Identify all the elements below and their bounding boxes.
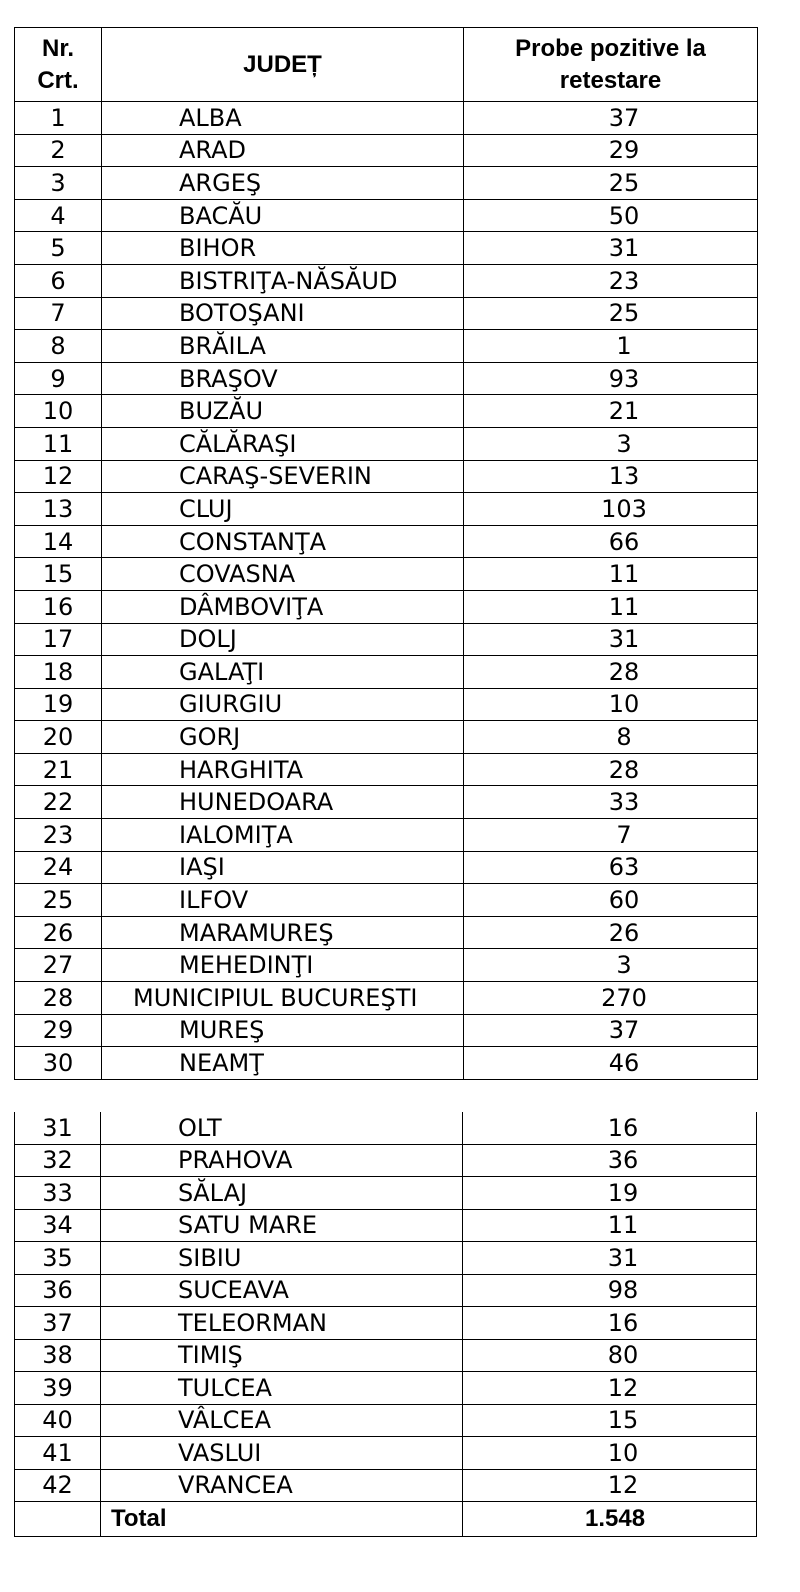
row-number: 19 [15,688,102,721]
row-number: 18 [15,656,102,689]
positive-retests-cell [464,362,758,395]
table-row [15,427,758,460]
row-number: 8 [15,330,102,363]
table-row [15,786,758,819]
county-name: PRAHOVA [101,1144,463,1177]
row-number: 31 [15,1112,101,1144]
positive-retests-value: 26 [608,918,640,947]
table-row [15,1307,757,1340]
table-row [15,1144,757,1177]
positive-retests-cell [464,134,758,167]
positive-retests-value: 7 [616,820,632,849]
row-number: 6 [15,264,102,297]
positive-retests-value: 25 [608,168,640,197]
row-number: 24 [15,851,102,884]
row-number: 20 [15,721,102,754]
table-row [15,1047,758,1080]
positive-retests-cell [464,558,758,591]
positive-retests-cell [464,330,758,363]
county-name: ARGEŞ [102,167,464,200]
county-name: CĂLĂRAŞI [102,427,464,460]
positive-retests-cell [464,884,758,917]
county-name: BIHOR [102,232,464,265]
row-number: 37 [15,1307,101,1340]
county-table-part-2 [14,1112,757,1537]
positive-retests-cell [464,753,758,786]
positive-retests-value: 11 [608,560,640,589]
table-row [15,1177,757,1210]
row-number: 41 [15,1437,101,1470]
row-number: 32 [15,1144,101,1177]
table-row [15,851,758,884]
positive-retests-value: 37 [608,1016,640,1045]
county-name: VRANCEA [101,1469,463,1502]
positive-retests-cell [464,1047,758,1080]
positive-retests-value: 80 [607,1341,639,1370]
table-row [15,753,758,786]
county-name: TULCEA [101,1372,463,1405]
table-row [15,1469,757,1502]
table-row [15,199,758,232]
county-name: IALOMIŢA [102,819,464,852]
county-name: SIBIU [101,1242,463,1275]
row-number: 11 [15,427,102,460]
row-number: 15 [15,558,102,591]
county-name: ILFOV [102,884,464,917]
total-value: 1.548 [463,1502,757,1537]
table-row [15,1242,757,1275]
county-name: MARAMUREŞ [102,916,464,949]
positive-retests-cell [463,1339,757,1372]
county-name: GALAŢI [102,656,464,689]
table-row [15,590,758,623]
county-name: BRĂILA [102,330,464,363]
row-number: 5 [15,232,102,265]
positive-retests-value: 31 [608,234,640,263]
county-name: VASLUI [101,1437,463,1470]
positive-retests-value: 1 [616,331,632,360]
table-row [15,819,758,852]
positive-retests-value: 270 [601,983,647,1012]
county-name: BISTRIŢA-NĂSĂUD [102,264,464,297]
positive-retests-cell [464,819,758,852]
positive-retests-value: 3 [616,951,632,980]
table-row [15,264,758,297]
table-row [15,232,758,265]
positive-retests-cell [463,1112,757,1144]
row-number: 28 [15,982,102,1015]
table-row [15,949,758,982]
positive-retests-value: 25 [608,299,640,328]
header-value-line-1: Probe pozitive la [515,34,706,62]
table-row [15,362,758,395]
positive-retests-value: 11 [607,1211,639,1240]
positive-retests-value: 60 [608,886,640,915]
row-number: 2 [15,134,102,167]
positive-retests-cell [464,590,758,623]
table-row [15,916,758,949]
table-row [15,656,758,689]
county-name: SUCEAVA [101,1274,463,1307]
positive-retests-value: 63 [608,853,640,882]
positive-retests-cell [463,1404,757,1437]
positive-retests-value: 15 [607,1406,639,1435]
county-name: BRAŞOV [102,362,464,395]
positive-retests-cell [463,1469,757,1502]
table-body-part-2 [15,1112,757,1502]
row-number: 39 [15,1372,101,1405]
county-name: IAŞI [102,851,464,884]
positive-retests-value: 12 [607,1373,639,1402]
total-row [15,1502,757,1537]
county-name: TIMIŞ [101,1339,463,1372]
table-row [15,1014,758,1047]
positive-retests-cell [463,1437,757,1470]
positive-retests-cell [463,1274,757,1307]
row-number: 4 [15,199,102,232]
row-number: 29 [15,1014,102,1047]
table-row [15,134,758,167]
row-number: 25 [15,884,102,917]
row-number: 26 [15,916,102,949]
positive-retests-value: 33 [608,788,640,817]
county-name: BOTOŞANI [102,297,464,330]
positive-retests-value: 28 [608,755,640,784]
positive-retests-cell [464,102,758,135]
positive-retests-cell [464,949,758,982]
county-name: HUNEDOARA [102,786,464,819]
positive-retests-cell [464,916,758,949]
positive-retests-cell [464,721,758,754]
positive-retests-value: 19 [607,1178,639,1207]
total-nr-cell [15,1502,101,1537]
positive-retests-value: 98 [607,1276,639,1305]
table-row [15,721,758,754]
positive-retests-cell [463,1372,757,1405]
table-row [15,1339,757,1372]
positive-retests-cell [464,264,758,297]
positive-retests-cell [464,688,758,721]
row-number: 33 [15,1177,101,1210]
table-row [15,102,758,135]
table-row [15,525,758,558]
header-nr-line-1: Nr. [41,34,74,62]
positive-retests-cell [464,493,758,526]
table-row [15,330,758,363]
row-number: 23 [15,819,102,852]
header-nr [15,28,102,102]
positive-retests-value: 46 [608,1049,640,1078]
row-number: 13 [15,493,102,526]
positive-retests-cell [464,982,758,1015]
positive-retests-value: 31 [608,625,640,654]
positive-retests-cell [463,1242,757,1275]
table-row [15,395,758,428]
header-value-line-2: retestare [559,66,662,94]
row-number: 3 [15,167,102,200]
county-name: SĂLAJ [101,1177,463,1210]
positive-retests-cell [464,623,758,656]
header-county: JUDEȚ [102,28,464,102]
table-row [15,623,758,656]
positive-retests-cell [464,460,758,493]
table-row [15,167,758,200]
positive-retests-cell [463,1177,757,1210]
row-number: 21 [15,753,102,786]
positive-retests-cell [463,1144,757,1177]
row-number: 38 [15,1339,101,1372]
table-row [15,982,758,1015]
positive-retests-cell [464,232,758,265]
positive-retests-value: 103 [601,494,647,523]
table-row [15,884,758,917]
county-name: CARAŞ-SEVERIN [102,460,464,493]
row-number: 27 [15,949,102,982]
row-number: 16 [15,590,102,623]
county-name: MUNICIPIUL BUCUREŞTI [102,982,464,1015]
positive-retests-value: 37 [608,103,640,132]
table-row [15,1209,757,1242]
positive-retests-cell [463,1209,757,1242]
table-row [15,1404,757,1437]
row-number: 17 [15,623,102,656]
row-number: 30 [15,1047,102,1080]
county-name: SATU MARE [101,1209,463,1242]
county-name: GIURGIU [102,688,464,721]
positive-retests-cell [464,525,758,558]
county-name: HARGHITA [102,753,464,786]
positive-retests-value: 13 [608,462,640,491]
positive-retests-value: 66 [608,527,640,556]
positive-retests-cell [463,1307,757,1340]
county-name: CONSTANŢA [102,525,464,558]
row-number: 1 [15,102,102,135]
positive-retests-cell [464,656,758,689]
county-name: BUZĂU [102,395,464,428]
table-row [15,1437,757,1470]
positive-retests-value: 50 [608,201,640,230]
county-name: VÂLCEA [101,1404,463,1437]
county-name: DÂMBOVIŢA [102,590,464,623]
positive-retests-value: 8 [616,723,632,752]
county-name: DOLJ [102,623,464,656]
table-row [15,493,758,526]
positive-retests-value: 28 [608,657,640,686]
header-value [464,28,758,102]
row-number: 14 [15,525,102,558]
positive-retests-cell [464,199,758,232]
row-number: 42 [15,1469,101,1502]
header-row [15,28,758,102]
positive-retests-value: 36 [607,1146,639,1175]
header-nr-line-2: Crt. [37,66,79,94]
county-name: TELEORMAN [101,1307,463,1340]
positive-retests-value: 10 [607,1438,639,1467]
county-name: BACĂU [102,199,464,232]
county-name: GORJ [102,721,464,754]
row-number: 7 [15,297,102,330]
positive-retests-value: 16 [607,1308,639,1337]
county-name: OLT [101,1112,463,1144]
county-table-part-1 [14,27,758,1080]
positive-retests-value: 23 [608,266,640,295]
table-row [15,558,758,591]
positive-retests-value: 31 [607,1243,639,1272]
row-number: 22 [15,786,102,819]
positive-retests-cell [464,395,758,428]
positive-retests-cell [464,297,758,330]
county-name: CLUJ [102,493,464,526]
positive-retests-value: 3 [616,429,632,458]
table-row [15,1372,757,1405]
row-number: 40 [15,1404,101,1437]
row-number: 36 [15,1274,101,1307]
table-row [15,688,758,721]
county-name: ARAD [102,134,464,167]
table-row [15,1112,757,1144]
county-name: COVASNA [102,558,464,591]
county-name: MEHEDINŢI [102,949,464,982]
table-row [15,1274,757,1307]
positive-retests-value: 93 [608,364,640,393]
positive-retests-cell [464,427,758,460]
row-number: 10 [15,395,102,428]
row-number: 34 [15,1209,101,1242]
positive-retests-cell [464,1014,758,1047]
county-name: NEAMŢ [102,1047,464,1080]
county-name: MUREŞ [102,1014,464,1047]
positive-retests-cell [464,851,758,884]
positive-retests-value: 16 [607,1113,639,1142]
row-number: 35 [15,1242,101,1275]
positive-retests-value: 10 [608,690,640,719]
county-name: ALBA [102,102,464,135]
total-label: Total [101,1502,463,1537]
row-number: 12 [15,460,102,493]
table-row [15,460,758,493]
positive-retests-value: 29 [608,136,640,165]
table-row [15,297,758,330]
positive-retests-value: 21 [608,397,640,426]
positive-retests-cell [464,786,758,819]
positive-retests-cell [464,167,758,200]
row-number: 9 [15,362,102,395]
positive-retests-value: 12 [607,1471,639,1500]
table-body-part-1 [15,102,758,1080]
positive-retests-value: 11 [608,592,640,621]
